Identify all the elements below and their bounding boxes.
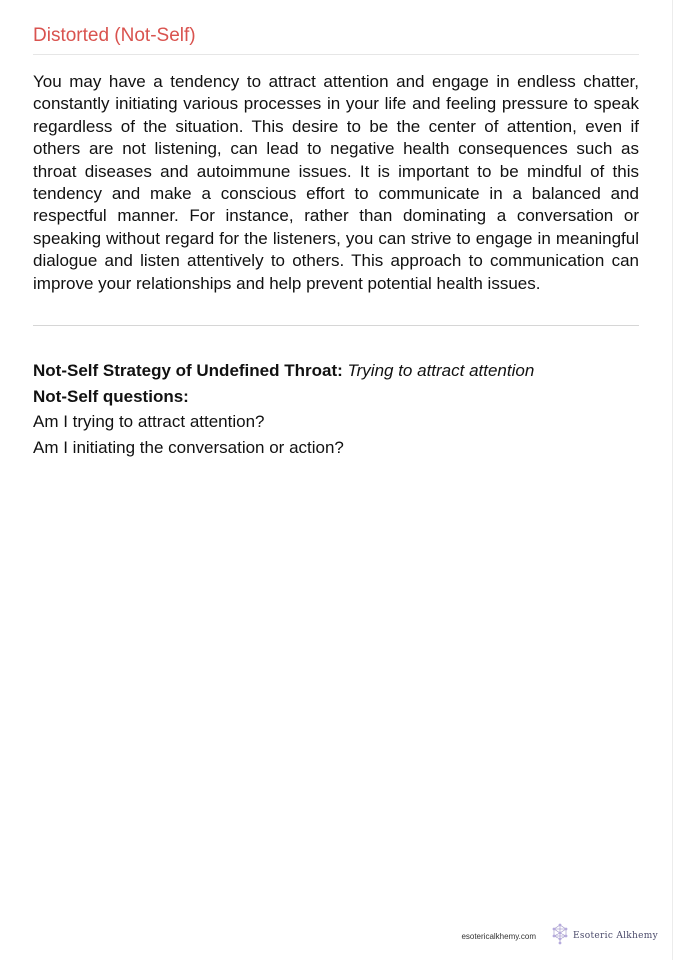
footer-url: esotericalkhemy.com — [461, 931, 536, 941]
section-title: Distorted (Not-Self) — [33, 25, 196, 46]
section-divider — [33, 325, 639, 326]
questions-heading — [33, 384, 639, 410]
title-divider — [33, 54, 639, 55]
brand-logo — [550, 923, 658, 950]
questions-label: Not-Self questions: — [33, 386, 189, 406]
strategy-value: Trying to attract attention — [347, 361, 535, 380]
strategy-label: Not-Self Strategy of Undefined Throat: — [33, 361, 343, 380]
tree-of-life-icon — [550, 923, 570, 950]
brand-name: Esoteric Alkhemy — [572, 931, 658, 941]
page-footer — [461, 924, 658, 948]
strategy-line — [33, 358, 639, 384]
question-item: Am I trying to attract attention? — [33, 412, 265, 432]
question-item: Am I initiating the conversation or action? — [33, 438, 344, 458]
body-paragraph: You may have a tendency to attract attention and engage in endless chatter, constantly initiating various processes in your life and feeling pressure to speak regardless of the situation. This desire to be the center of attention, even if others are not listening, can lead to negative health consequences such as throat diseases and autoimmune issues. It is important to be mindful of this tendency and make a conscious effort to communicate in a balanced and respectful manner. For instance, rather than dominating a conversation or speaking without regard for the listeners, you can strive to engage in meaningful dialogue and listen attentively to others. This approach to communication can improve your relationships and help prevent potential health issues. — [33, 72, 639, 293]
not-self-info — [33, 358, 639, 461]
